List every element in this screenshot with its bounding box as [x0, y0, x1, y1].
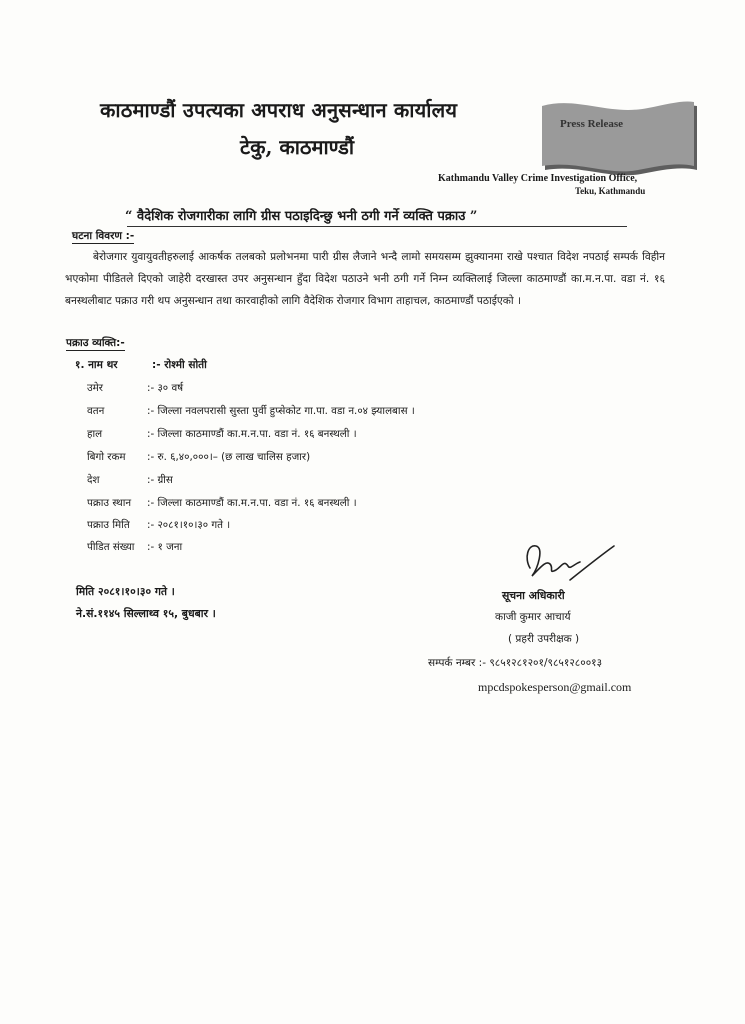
detail-value: :- जिल्ला काठमाण्डौं का.म.न.पा. वडा नं. १६ बनस्थली । — [147, 428, 357, 440]
detail-value: :- जिल्ला काठमाण्डौं का.म.न.पा. वडा नं. १६ बनस्थली । — [147, 497, 357, 509]
detail-row-amount — [87, 450, 310, 464]
detail-label: बिगो रकम — [87, 451, 126, 463]
arrested-name-row — [75, 358, 207, 372]
office-name-english: Kathmandu Valley Crime Investigation Office, — [438, 173, 638, 184]
detail-row-address — [87, 404, 415, 418]
detail-label: देश — [87, 474, 100, 486]
detail-row-arrest-place — [87, 496, 357, 510]
detail-label: उमेर — [87, 382, 104, 394]
press-release-banner-shape — [538, 96, 698, 178]
detail-row-country — [87, 473, 173, 487]
incident-section-label: घटना विवरण :- — [72, 230, 135, 242]
detail-row-age — [87, 381, 183, 395]
office-location-nepali: टेकु, काठमाण्डौं — [240, 135, 355, 159]
contact-email[interactable]: mpcdspokesperson@gmail.com — [478, 680, 632, 694]
detail-row-arrest-date — [87, 518, 230, 532]
detail-value: :- रु. ६,४०,०००।– (छ लाख चालिस हजार) — [147, 451, 311, 463]
incident-description: बेरोजगार युवायुवतीहरुलाई आकर्षक तलबको प्रलोभनमा पारी ग्रीस लैजाने भन्दै लामो समयसम्म झुक्यानमा राखे पश्चात विदेश नपठाई सम्पर्क विहीन भएकोमा पीडितले दिएको जाहेरी दरखास्त उपर अनुसन्धान हुँदा विदेश पठाउने भनी ठगी गर्ने निम्न व्यक्तिलाई जिल्ला काठमाण्डौं का.म.न.पा. वडा नं. १६ बनस्थलीबाट पक्राउ गरी थप अनुसन्धान तथा कारवाहीको लागि वैदेशिक रोजगार विभाग ताहाचल, काठमाण्डौं पठाईएको । — [65, 251, 665, 307]
detail-value: :- ३० वर्ष — [147, 382, 184, 394]
officer-rank: ( प्रहरी उपरीक्षक ) — [508, 633, 580, 645]
office-title-nepali: काठमाण्डौं उपत्यका अपराध अनुसन्धान कार्यालय — [100, 98, 458, 122]
issue-date: मिति २०८१।१०।३० गते । — [76, 585, 175, 598]
detail-value: :- २०८१।१०।३० गते । — [147, 519, 231, 531]
detail-label: वतन — [87, 405, 105, 417]
officer-name: काजी कुमार आचार्य — [495, 611, 571, 623]
detail-label: पक्राउ स्थान — [87, 497, 132, 509]
detail-label: पक्राउ मिति — [87, 519, 130, 531]
press-release-banner — [538, 96, 698, 178]
signature — [510, 538, 620, 588]
name-label: १. नाम थर — [75, 359, 118, 371]
press-release-label: Press Release — [560, 118, 624, 130]
detail-label: पीडित संख्या — [87, 541, 135, 553]
headline-underline — [127, 226, 627, 227]
nepal-sambat-date: ने.सं.११४५ सिल्लाथ्व १५, बुधबार । — [76, 607, 216, 620]
press-headline: “ वैदेशिक रोजगारीका लागि ग्रीस पठाइदिन्छु भनी ठगी गर्ने व्यक्ति पक्राउ ” — [125, 209, 478, 224]
detail-row-victim-count — [87, 540, 182, 554]
detail-label: हाल — [87, 428, 103, 440]
name-value: :- रोश्मी सोती — [152, 359, 207, 371]
detail-value: :- १ जना — [147, 541, 183, 553]
detail-value: :- जिल्ला नवलपरासी सुस्ता पुर्वी हुप्सेकोट गा.पा. वडा न.०४ झ्यालबास । — [147, 405, 415, 417]
detail-row-current-address — [87, 427, 357, 441]
arrested-section-label: पक्राउ व्यक्ति:- — [66, 337, 125, 349]
office-location-english: Teku, Kathmandu — [575, 186, 646, 196]
contact-number: सम्पर्क नम्बर :- ९८५१२८१२०१/९८५१२८००१३ — [428, 657, 603, 669]
officer-title: सूचना अधिकारी — [502, 589, 565, 602]
detail-value: :- ग्रीस — [147, 474, 173, 486]
